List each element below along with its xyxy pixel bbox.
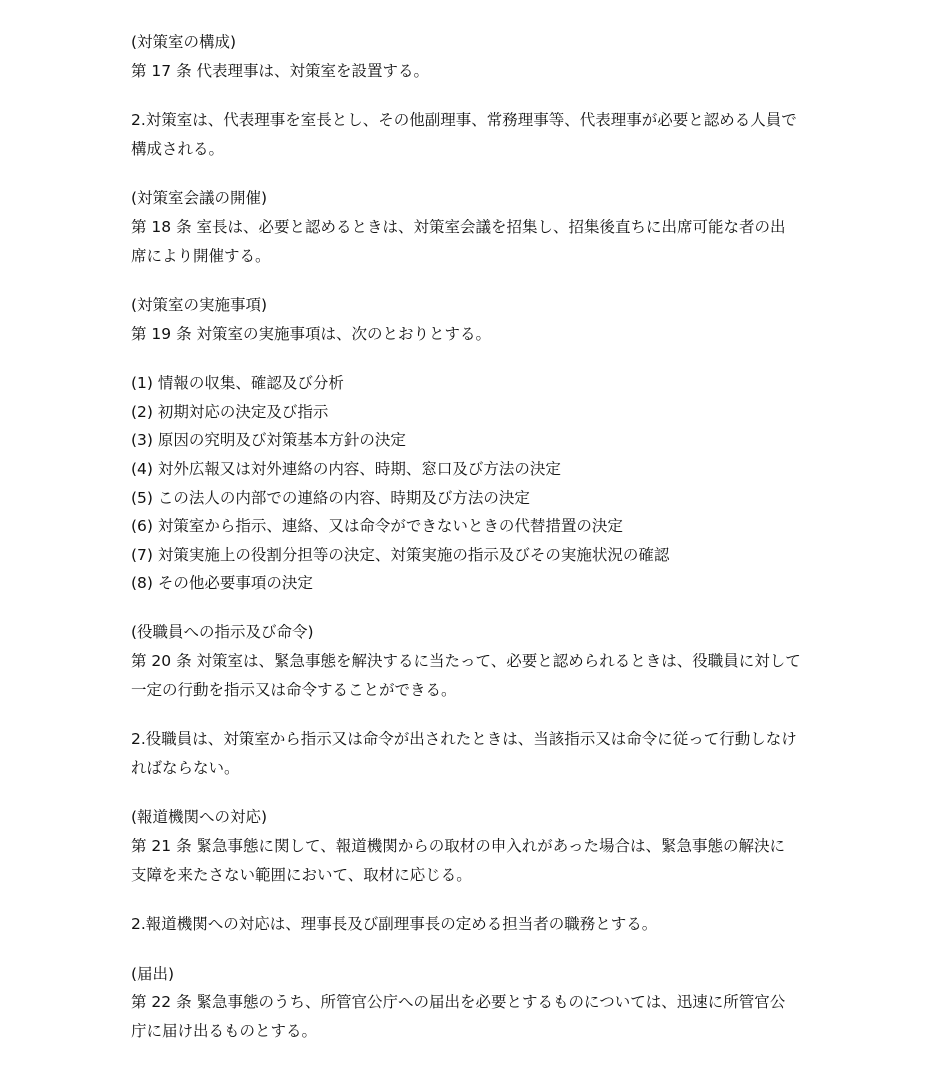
article-19-item-4: (4) 対外広報又は対外連絡の内容、時期、窓口及び方法の決定 [131,459,561,478]
article-20-text-line1: 第 20 条 対策室は、緊急事態を解決するに当たって、必要と認められるときは、役職員に対して [131,652,801,671]
article-21-para2-line1: 2.報道機関への対応は、理事長及び副理事長の定める担当者の職務とする。 [131,915,658,934]
article-20-para2-line1: 2.役職員は、対策室から指示又は命令が出されたときは、当該指示又は命令に従って行動しなけ [131,730,797,749]
article-18-text-line1: 第 18 条 室長は、必要と認めるときは、対策室会議を招集し、招集後直ちに出席可能な者の出 [131,217,786,236]
article-21-text-line2: 支障を来たさない範囲において、取材に応じる。 [131,866,472,884]
article-17-para2-line1: 2.対策室は、代表理事を室長とし、その他副理事、常務理事等、代表理事が必要と認める人員で [131,111,797,130]
article-19-item-6: (6) 対策室から指示、連絡、又は命令ができないときの代替措置の決定 [131,517,623,536]
article-22-heading: (届出) [131,964,175,983]
article-21-heading: (報道機関への対応) [131,808,268,827]
article-17-para2-line2: 構成される。 [131,139,225,158]
article-19-heading: (対策室の実施事項) [131,296,268,315]
article-19-text: 第 19 条 対策室の実施事項は、次のとおりとする。 [131,324,492,343]
article-20-heading: (役職員への指示及び命令) [131,623,314,642]
article-20-para2-line2: ればならない。 [131,759,240,778]
article-19-item-5: (5) この法人の内部での連絡の内容、時期及び方法の決定 [131,488,530,507]
article-20-text-line2: 一定の行動を指示又は命令することができる。 [131,681,457,700]
article-18-text-line2: 席により開催する。 [131,246,271,265]
article-19-item-8: (8) その他必要事項の決定 [131,574,313,593]
article-19-item-3: (3) 原因の究明及び対策基本方針の決定 [131,431,406,450]
article-19-item-2: (2) 初期対応の決定及び指示 [131,402,329,421]
article-21-text-line1: 第 21 条 緊急事態に関して、報道機関からの取材の申入れがあった場合は、緊急事態の解決に [131,837,786,856]
article-22-text-line1: 第 22 条 緊急事態のうち、所管官公庁への届出を必要とするものについては、迅速に所管官公 [131,993,786,1012]
article-18-heading: (対策室会議の開催) [131,189,268,208]
article-22-text-line2: 庁に届け出るものとする。 [131,1022,318,1041]
article-17-text: 第 17 条 代表理事は、対策室を設置する。 [131,61,430,80]
article-19-item-1: (1) 情報の収集、確認及び分析 [131,374,344,393]
article-19-item-7: (7) 対策実施上の役割分担等の決定、対策実施の指示及びその実施状況の確認 [131,545,670,564]
document-page [131,28,821,1046]
article-17-heading: (対策室の構成) [131,33,237,51]
